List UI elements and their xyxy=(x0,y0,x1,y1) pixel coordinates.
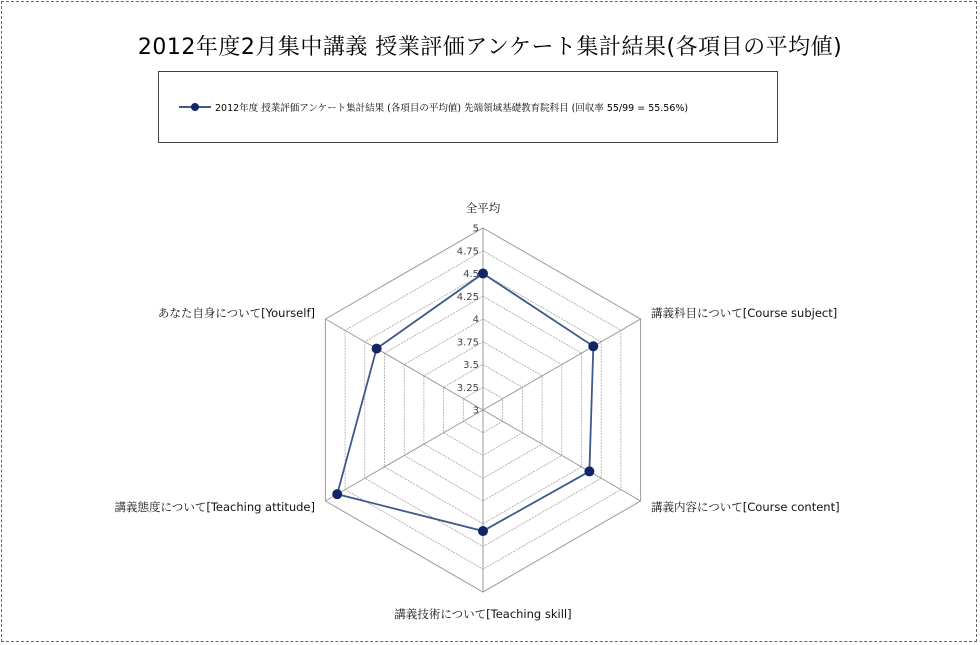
series-point xyxy=(372,344,381,353)
axis-label: 講義技術について[Teaching skill] xyxy=(394,607,572,621)
axis-label: あなた自身について[Yourself] xyxy=(157,306,315,320)
radial-tick-label: 4 xyxy=(472,314,479,326)
axis-label: 講義内容について[Course content] xyxy=(651,500,840,514)
radial-tick-label: 4.75 xyxy=(456,246,479,258)
radial-tick-label: 3 xyxy=(472,405,479,417)
series-point xyxy=(333,490,342,499)
chart-title: 2012年度2月集中講義 授業評価アンケート集計結果(各項目の平均値) xyxy=(137,35,843,60)
radial-tick-label: 3.25 xyxy=(456,382,479,394)
series-point xyxy=(585,467,594,476)
radial-tick-label: 4.25 xyxy=(456,291,479,303)
series-point xyxy=(479,527,488,536)
radial-tick-label: 3.5 xyxy=(463,360,479,371)
radial-tick-label: 4.5 xyxy=(463,269,479,280)
series-point xyxy=(479,269,488,278)
series-point xyxy=(589,342,598,351)
legend-series-label: 2012年度 授業評価アンケート集計結果 (各項目の平均値) 先端領域基礎教育院科目 (回収率 55/99 = 55.56%) xyxy=(215,103,689,114)
radial-tick-label: 5 xyxy=(472,223,479,235)
axis-label: 講義科目について[Course subject] xyxy=(651,306,838,320)
series-line xyxy=(337,274,593,532)
radial-tick-label: 3.75 xyxy=(456,337,479,349)
axis-label: 全平均 xyxy=(465,201,501,215)
axis-label: 講義態度について[Teaching attitude] xyxy=(114,500,315,514)
